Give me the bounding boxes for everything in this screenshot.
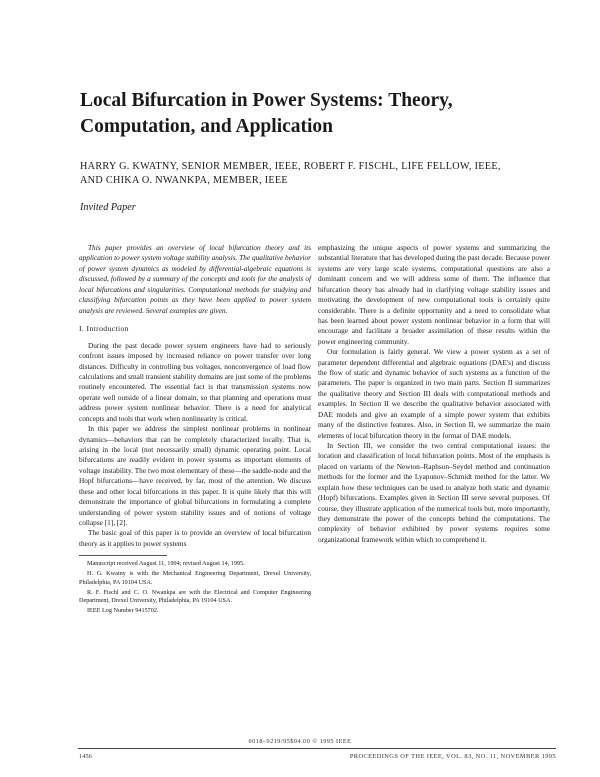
body-paragraph: The basic goal of this paper is to provide an overview of local bifurcation theory as it applies to power systems [79, 528, 311, 548]
author-name: CHIKA O. NWANKPA, [105, 174, 211, 186]
page-number: 1456 [79, 753, 92, 760]
journal-footer: PROCEEDINGS OF THE IEEE, VOL. 83, NO. 11, NOVEMBER 1995 [349, 753, 556, 760]
body-paragraph: emphasizing the unique aspects of power systems and summarizing the substantial literature that has developed during the past decade. Because power systems are very large scale systems, computational questions are also a dominant concern and we will address some of them. The influence that bifurcation theory has already had in clarifying voltage stability issues and motivating the development of new computational tools is certainly quite considerable. There is a definite opportunity and a need to consolidate what has been learned about power system nonlinear behavior in a form that will encourage and facilitate a broader assimilation of these results within the power engineering community. [318, 243, 550, 346]
author-affiliation: SENIOR MEMBER, IEEE, [181, 161, 301, 172]
footnote-divider [79, 555, 167, 556]
body-paragraph: During the past decade power system engineers have had to seriously confront issues imposed by increased reliance on power transfer over long distances. Difficulty in controlling bus voltages, nonconvergence of load flow calculations and small transient stability domains are just some of the problems routinely encountered. The essential fact is that transmission systems now operate well outside of a linear domain, so that planning and operations must address power system nonlinear behavior. There is a need for analytical concepts and tools that work when nonlinearity is critical. [79, 340, 311, 423]
paper-title: Local Bifurcation in Power Systems: Theory, Computation, and Application [80, 90, 453, 137]
footnote: IEEE Log Number 9415702. [87, 607, 159, 615]
body-paragraph: In Section III, we consider the two central computational issues: the location and classification of local bifurcation points. Most of the emphasis is placed on variants of the Newton–Raphson–Seydel method and continuation methods for the former and the Lyapunov–Schmidt method for the latter. We explain how these techniques can be used to analyze both static and dynamic (Hopf) bifurcations. Examples given in Section III serve several purposes. Of course, they illustrate application of the numerical tools but, more importantly, they demonstrate the power of the concepts behind the computations. The complexity of behavior exhibited by power systems requires some organizational framework within which to comprehend it. [318, 441, 550, 544]
footnote: Manuscript received August 11, 1994; revised August 14, 1995. [87, 560, 245, 568]
left-column [79, 243, 311, 617]
author-name: HARRY G. KWATNY, [80, 161, 179, 172]
author-affiliation: LIFE FELLOW, IEEE, [401, 161, 501, 172]
author-conjunction: AND [80, 174, 103, 186]
author-list [80, 160, 560, 188]
abstract-text: This paper provides an overview of local bifurcation theory and its application to power system voltage stability analysis. The qualitative behavior of power system dynamics as modeled by differential-algebraic equations is discussed, followed by a summary of the concepts and tools for the analysis of local bifurcations and singularities. Computational methods for studying and classifying bifurcation points as they have been applied to power system analysis are reviewed. Several examples are given. [79, 243, 311, 315]
author-affiliation: MEMBER, IEEE [213, 174, 288, 186]
footnote: R. F. Fischl and C. O. Nwankpa are with the Electrical and Computer Engineering Department, Drexel University, Philadelphia, PA 19104 USA. [79, 588, 311, 605]
abstract [79, 243, 311, 316]
body-paragraph: Our formulation is fairly general. We view a power system as a set of parameter dependent differential and algebraic equations (DAE's) and discuss the flow of static and dynamic behavior of such systems as a function of the parameters. The paper is organized in two main parts. Section II summarizes the qualitative theory and Section III deals with computational methods and examples. In Section II we describe the qualitative behavior associated with DAE models and give an example of a simple power system that exhibits many of the distinctive features. Also, in Section II, we summarize the main elements of local bifurcation theory in the format of DAE models. [318, 347, 550, 440]
footnote: H. G. Kwatny is with the Mechanical Engineering Department, Drexel University, Philadelphia, PA 19104 USA. [79, 570, 311, 586]
author-name: ROBERT F. FISCHL, [303, 161, 399, 172]
invited-paper-label: Invited Paper [80, 202, 136, 213]
footnotes [79, 560, 311, 616]
section-heading-introduction: I. Introduction [79, 323, 129, 333]
copyright-line: 0018–9219/95$04.00 © 1995 IEEE [248, 738, 352, 745]
right-column [318, 243, 550, 545]
footer-divider [78, 748, 556, 749]
body-paragraph: In this paper we address the simplest nonlinear problems in nonlinear dynamics—behaviors that can be completely characterized locally. That is, arising in the local (not necessarily small) dynamic operating point. Local bifurcations are readily evident in power systems as important elements of voltage instability. The two most elementary of these—the saddle-node and the Hopf bifurcations—have received, by far, most of the attention. We discuss these and other local bifurcations in this paper. It is quite likely that this will demonstrate the importance of global bifurcations in formulating a complete understanding of power system stability issues and of notions of voltage collapse [1], [2]. [79, 424, 311, 527]
